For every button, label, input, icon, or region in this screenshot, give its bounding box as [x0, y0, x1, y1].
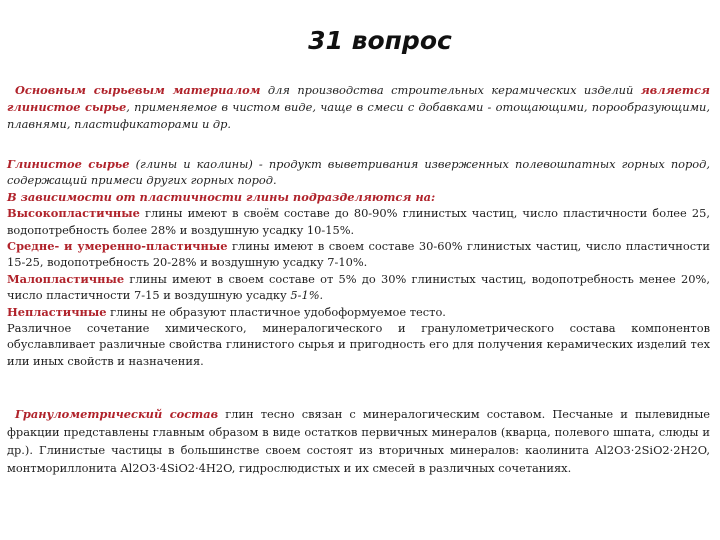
medium-plastic-paragraph: [7, 238, 710, 271]
clay-term: Глинистое сырье: [7, 157, 130, 171]
medium-plastic-text: глины имеют в своем составе 30-60% глинистых частиц, число пластичности 15-25, водопотребность 20-28% и воздушную усадку 7-10%.: [7, 239, 710, 270]
combination-paragraph: Различное сочетание химического, минералогического и гранулометрического состава компонентов обуславливает различные свойства глинистого сырья и пригодность его для получения керамических изделий тех или иных свойств и назначения.: [7, 321, 710, 368]
non-plastic-text: глины не образуют пластичное удобоформуемое тесто.: [106, 304, 446, 319]
intro-text-1: для производства строительных керамических изделий: [260, 83, 641, 97]
medium-plastic-term: Средне- и умеренно-пластичные: [7, 239, 228, 254]
non-plastic-term: Непластичные: [7, 304, 107, 319]
classification-heading: В зависимости от пластичности глины подразделяются на:: [7, 189, 436, 204]
low-plastic-text: глины имеют в своем составе от 5% до 30% глинистых частиц, водопотребность менее 20%, число пластичности 7-15 и воздушную усадку: [7, 271, 710, 303]
granulometric-paragraph: [7, 405, 710, 477]
granulometric-term: Гранулометрический состав: [15, 407, 219, 421]
high-plastic-text: глины имеют в своём составе до 80-90% глинистых частиц, число пластичности более 25, водопотребность более 28% и воздушную усадку 10-15%.: [7, 206, 710, 237]
low-plastic-paragraph: [7, 271, 710, 304]
low-plastic-term: Малопластичные: [7, 271, 125, 286]
clay-classification-section: [7, 156, 710, 369]
intro-term: Основным сырьевым материалом: [15, 83, 261, 97]
granulometric-text: глин тесно связан с минералогическим составом. Песчаные и пылевидные фракции представлены главным образом в виде остатков первичных минералов (кварца, полевого шпата, слюды и др.). Глинистые частицы в большинстве своем состоят из вторичных минералов: каолинита Al2O3·2SiO2·2H2O, монтмориллонита Al2O3·4SiO2·4H2O, гидрослюдистых и их смесей в различных сочетаниях.: [7, 407, 710, 475]
non-plastic-paragraph: [7, 304, 710, 320]
clay-definition: [7, 156, 710, 189]
page-title: 31 вопрос: [308, 26, 452, 55]
intro-emphasis: является глинистое сырье: [7, 83, 710, 114]
intro-paragraph: [7, 82, 710, 133]
high-plastic-paragraph: [7, 205, 710, 238]
intro-text-2: , применяемое в чистом виде, чаще в смеси с добавками - отощающими, порообразующими, плавнями, пластификаторами и др.: [7, 100, 710, 131]
high-plastic-term: Высокопластичные: [7, 206, 140, 221]
clay-def-text: (глины и каолины) - продукт выветривания изверженных полевошпатных горных пород, содержащий примеси других горных пород.: [7, 157, 710, 188]
low-plastic-text-end: 5-1%.: [290, 288, 324, 303]
